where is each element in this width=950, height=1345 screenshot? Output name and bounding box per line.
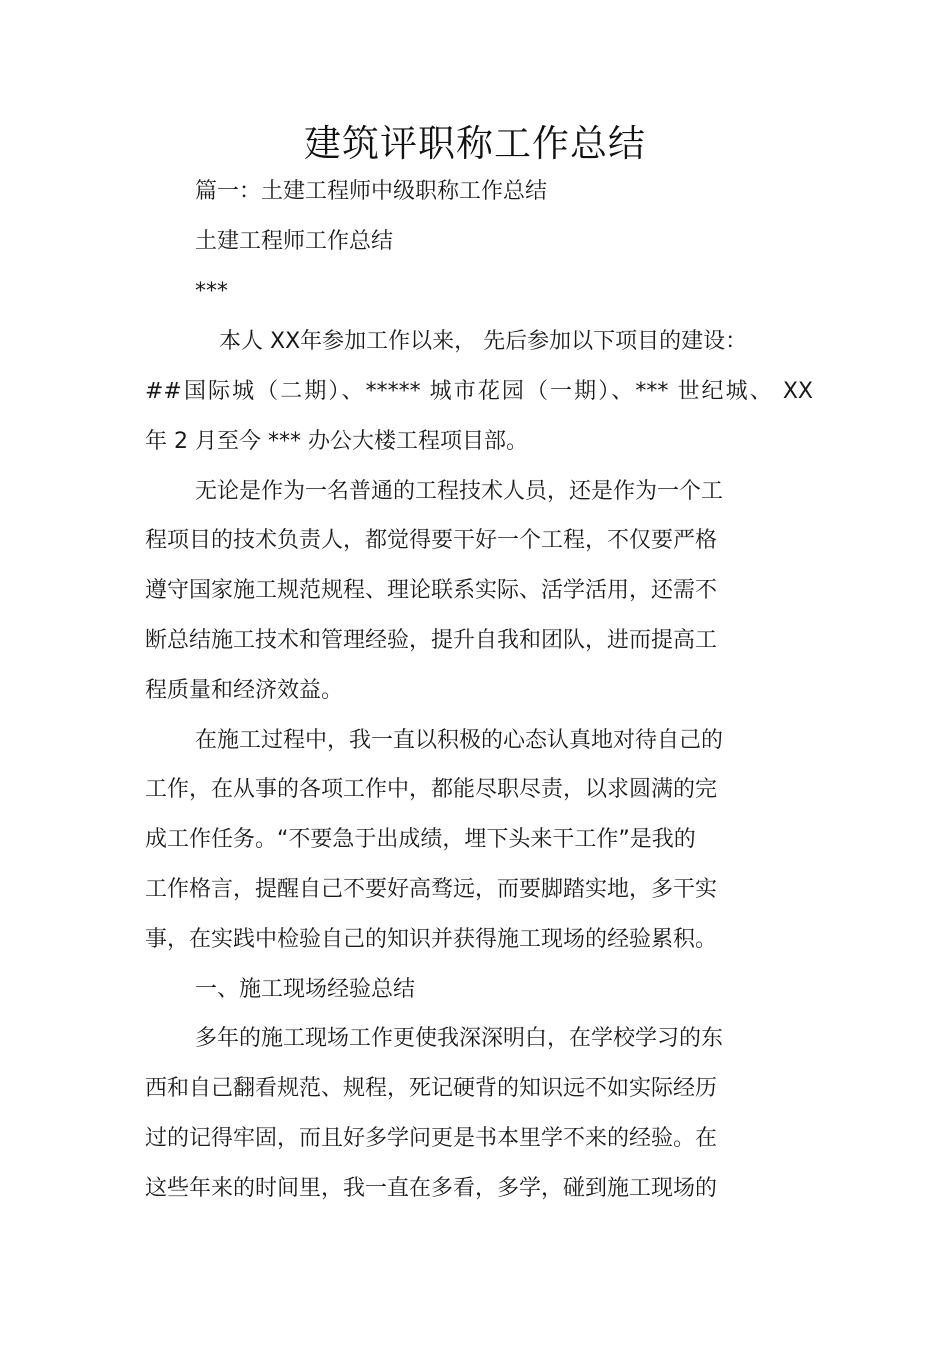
section-heading: 一、施工现场经验总结 bbox=[195, 977, 416, 1002]
paragraph-line: 无论是作为一名普通的工程技术人员，还是作为一个工 bbox=[195, 479, 724, 504]
paragraph-line: 这些年来的时间里，我一直在多看，多学，碰到施工现场的 bbox=[145, 1176, 718, 1201]
paragraph-line: 本人 XX年参加工作以来， 先后参加以下项目的建设： bbox=[219, 329, 748, 354]
paragraph-line: 遵守国家施工规范规程、理论联系实际、活学活用，还需不 bbox=[145, 578, 718, 603]
section-heading: 土建工程师工作总结 bbox=[195, 229, 394, 254]
paragraph-line: 过的记得牢固，而且好多学问更是书本里学不来的经验。在 bbox=[145, 1126, 718, 1151]
paragraph-line: 断总结施工技术和管理经验，提升自我和团队，进而提高工 bbox=[145, 628, 718, 653]
paragraph-line: 工作，在从事的各项工作中，都能尽职尽责，以求圆满的完 bbox=[145, 777, 718, 802]
paragraph-line: 多年的施工现场工作更使我深深明白，在学校学习的东 bbox=[195, 1026, 724, 1051]
paragraph-line: 西和自己翻看规范、规程，死记硬背的知识远不如实际经历 bbox=[145, 1076, 718, 1101]
paragraph-line: 程项目的技术负责人，都觉得要干好一个工程，不仅要严格 bbox=[145, 528, 718, 553]
paragraph-line: 年 2 月至今 *** 办公大楼工程项目部。 bbox=[145, 429, 528, 454]
paragraph-line: 事，在实践中检验自己的知识并获得施工现场的经验累积。 bbox=[145, 927, 718, 952]
paragraph-line: 程质量和经济效益。 bbox=[145, 678, 344, 703]
document-title: 建筑评职称工作总结 bbox=[304, 122, 646, 165]
subtitle-line: 篇一：土建工程师中级职称工作总结 bbox=[195, 179, 548, 204]
paragraph-line: 成工作任务。“不要急于出成绩，埋下头来干工作”是我的 bbox=[145, 827, 696, 852]
paragraph-line: 在施工过程中，我一直以积极的心态认真地对待自己的 bbox=[195, 728, 724, 753]
paragraph-line: ##国际城（二期）、***** 城市花园（一期）、*** 世纪城、 XX bbox=[145, 379, 813, 404]
author-placeholder: *** bbox=[195, 279, 228, 304]
paragraph-line: 工作格言，提醒自己不要好高骛远，而要脚踏实地，多干实 bbox=[145, 877, 718, 902]
